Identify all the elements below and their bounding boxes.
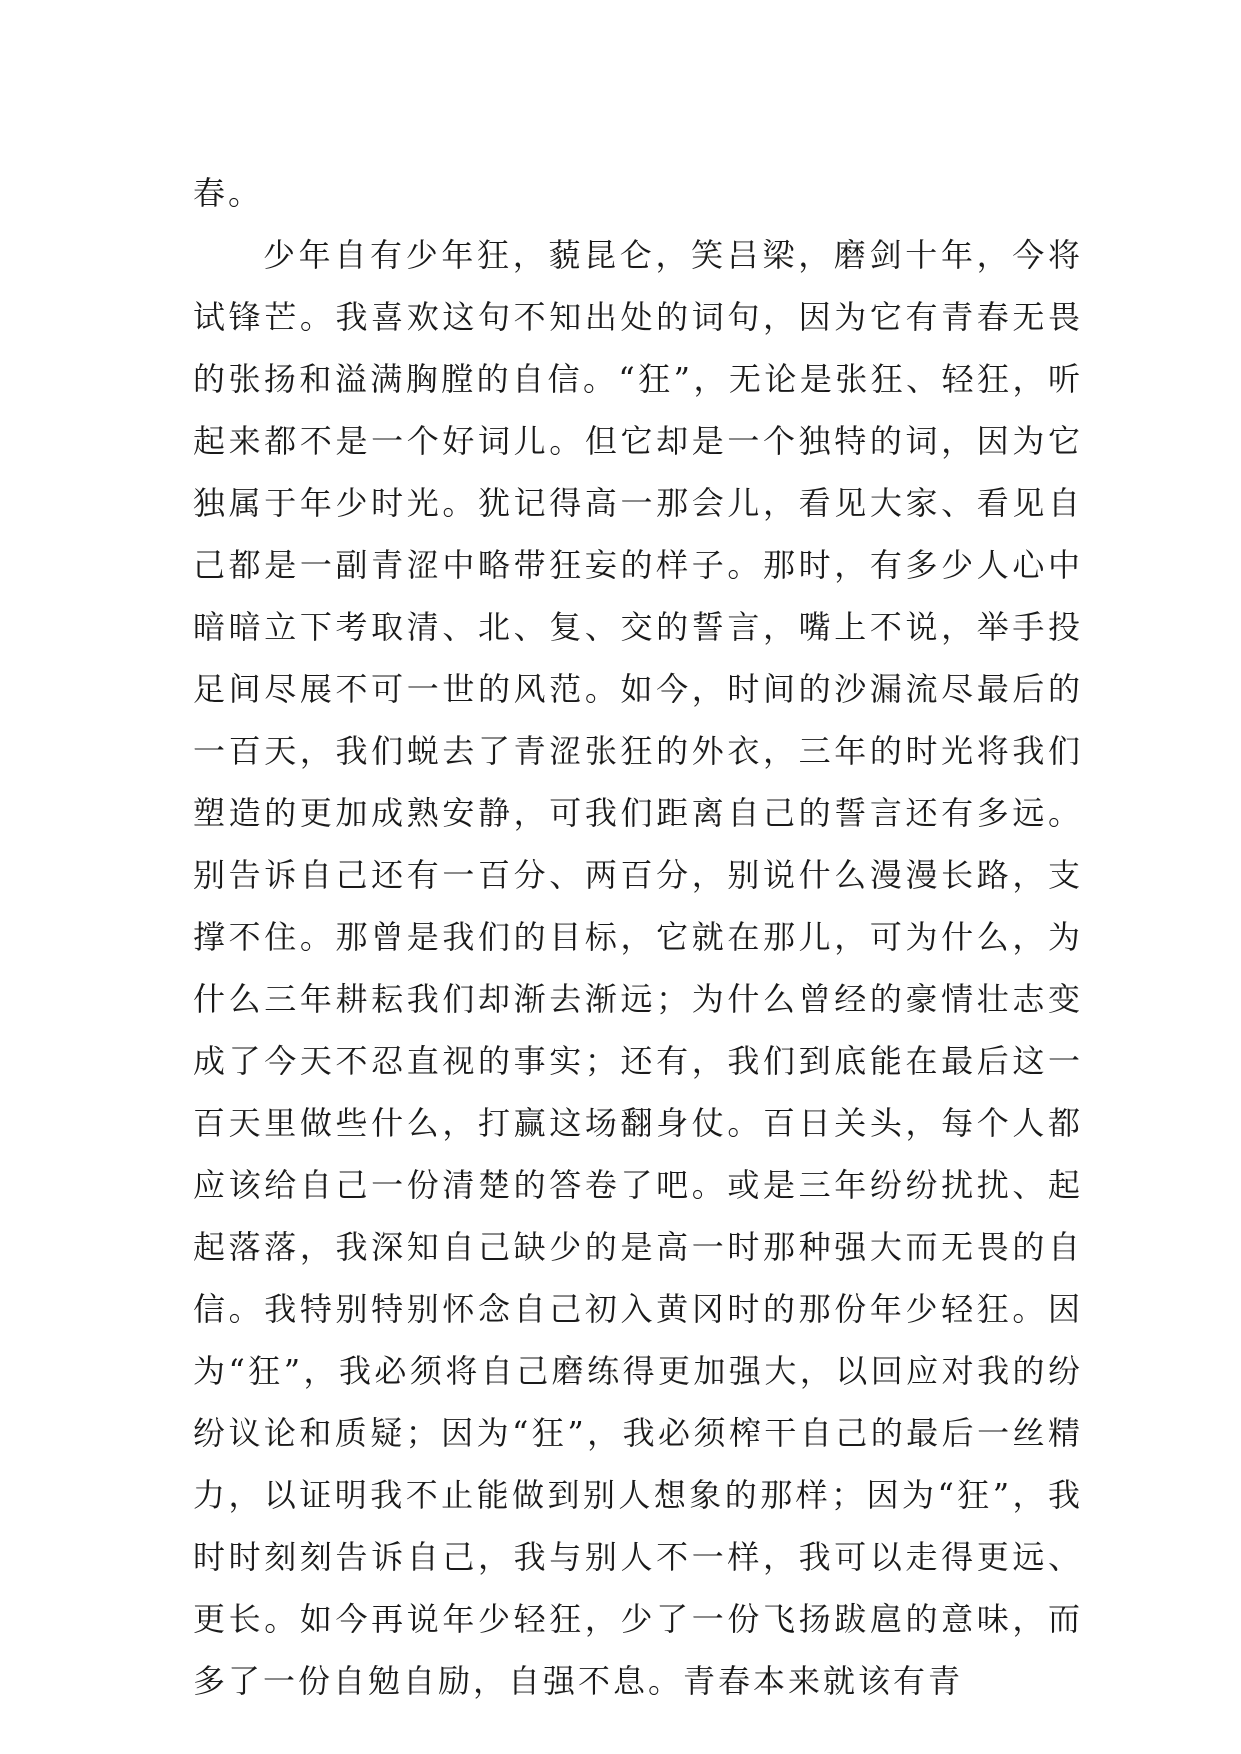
paragraph-continuation: 春。 bbox=[193, 174, 264, 212]
paragraph-main: 少年自有少年狂，藐昆仑，笑吕梁，磨剑十年，今将试锋芒。我喜欢这句不知出处的词句，因为它有青春无畏的张扬和溢满胸膛的自信。“狂”，无论是张狂、轻狂，听起来都不是一个好词儿。但它却是一个独特的词，因为它独属于年少时光。犹记得高一那会儿，看见大家、看见自己都是一副青涩中略带狂妄的样子。那时，有多少人心中暗暗立下考取清、北、复、交的誓言，嘴上不说，举手投足间尽展不可一世的风范。如今，时间的沙漏流尽最后的一百天，我们蜕去了青涩张狂的外衣，三年的时光将我们塑造的更加成熟安静，可我们距离自己的誓言还有多远。别告诉自己还有一百分、两百分，别说什么漫漫长路，支撑不住。那曾是我们的目标，它就在那儿，可为什么，为什么三年耕耘我们却渐去渐远；为什么曾经的豪情壮志变成了今天不忍直视的事实；还有，我们到底能在最后这一百天里做些什么，打赢这场翻身仗。百日关头，每个人都应该给自己一份清楚的答卷了吧。或是三年纷纷扰扰、起起落落，我深知自己缺少的是高一时那种强大而无畏的自信。我特别特别怀念自己初入黄冈时的那份年少轻狂。因为“狂”，我必须将自己磨练得更加强大，以回应对我的纷纷议论和质疑；因为“狂”，我必须榨干自己的最后一丝精力，以证明我不止能做到别人想象的那样；因为“狂”，我时时刻刻告诉自己，我与别人不一样，我可以走得更远、更长。如今再说年少轻狂，少了一份飞扬跋扈的意味，而多了一份自勉自励，自强不息。青春本来就该有青 bbox=[193, 236, 1083, 1700]
body-text bbox=[193, 162, 1083, 1712]
